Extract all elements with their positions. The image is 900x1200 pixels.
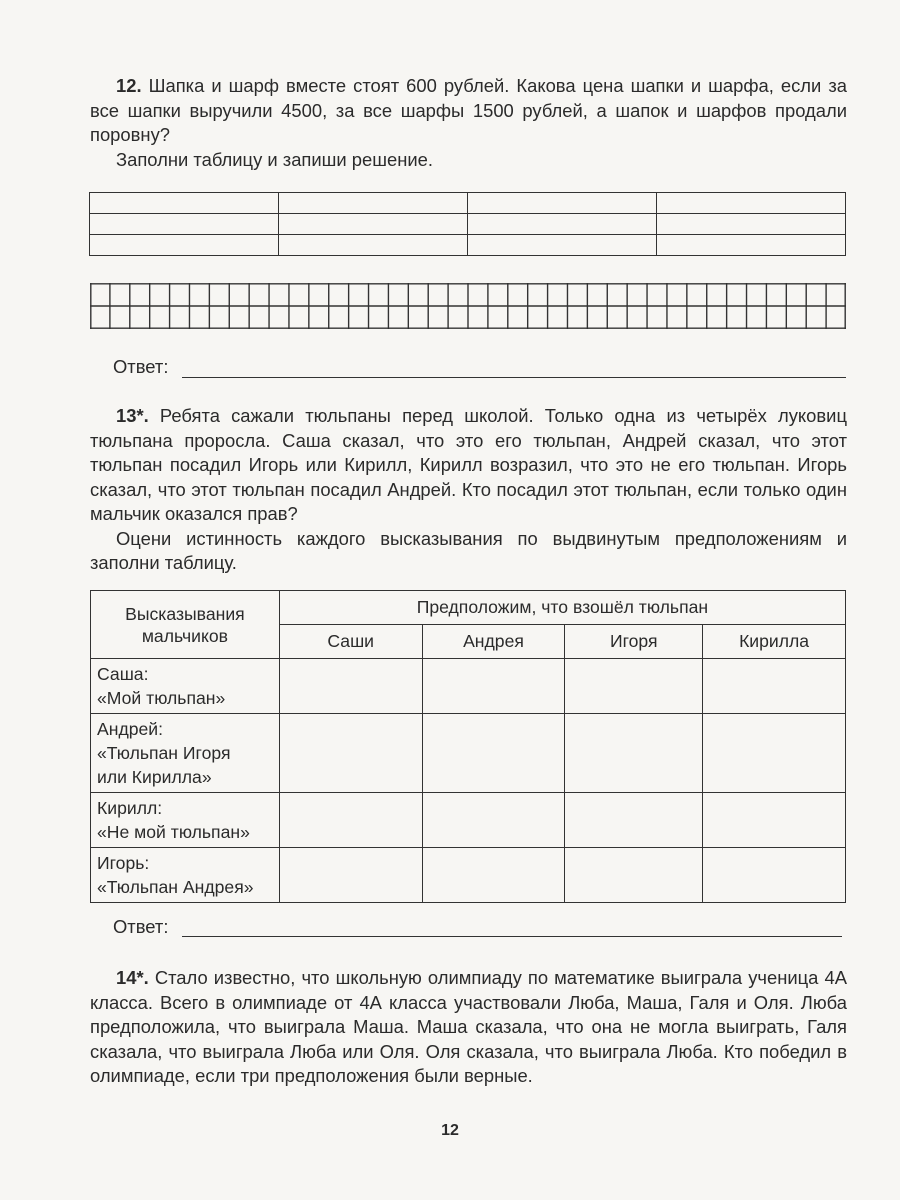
statement-text: «Мой тюльпан» bbox=[97, 688, 226, 708]
table-cell[interactable] bbox=[279, 714, 422, 793]
statement-speaker: Игорь: bbox=[97, 853, 150, 873]
task-14-text bbox=[90, 966, 847, 1089]
table-cell[interactable] bbox=[565, 848, 703, 903]
table-cell[interactable] bbox=[565, 793, 703, 848]
table-row bbox=[90, 235, 846, 256]
task-12-number: 12. bbox=[116, 75, 142, 96]
task-13-answer-line[interactable] bbox=[182, 936, 842, 937]
table-row bbox=[91, 793, 846, 848]
task-14-number: 14*. bbox=[116, 967, 149, 988]
page-number: 12 bbox=[441, 1122, 459, 1139]
task-12-text bbox=[90, 74, 847, 172]
statement-text: «Не мой тюльпан» bbox=[97, 822, 250, 842]
task-12-instruction: Заполни таблицу и запиши решение. bbox=[116, 148, 433, 170]
task-13-text bbox=[90, 404, 847, 576]
table-cell[interactable] bbox=[703, 714, 846, 793]
statement-speaker: Кирилл: bbox=[97, 798, 163, 818]
solution-grid[interactable] bbox=[90, 283, 846, 329]
table-cell[interactable] bbox=[657, 214, 846, 235]
statement-speaker: Саша: bbox=[97, 664, 149, 684]
table-cell[interactable] bbox=[703, 848, 846, 903]
grid-lines bbox=[90, 283, 846, 329]
task-12-table bbox=[89, 192, 846, 256]
table-cell[interactable] bbox=[703, 793, 846, 848]
column-header-igor: Игоря bbox=[565, 625, 703, 659]
table-cell[interactable] bbox=[422, 714, 565, 793]
column-header-sasha: Саши bbox=[279, 625, 422, 659]
table-cell[interactable] bbox=[468, 193, 657, 214]
table-cell[interactable] bbox=[422, 659, 565, 714]
table-cell[interactable] bbox=[565, 714, 703, 793]
table-row bbox=[90, 214, 846, 235]
task-12-answer-line[interactable] bbox=[182, 377, 846, 378]
task-14-body: Стало известно, что школьную олимпиаду по математике выиграла ученица 4А класса. Всего в олимпиаде от 4А класса участвовали Люба, Маша, Галя и Оля. Люба предположила, что выиграла Маша. Маша сказала, что она не могла выиграть, Галя сказала, что выиграла Люба или Оля. Оля сказала, что выиграла Люба. Кто победил в олимпиаде, если три предположения были верные. bbox=[90, 967, 847, 1086]
statement-speaker: Андрей: bbox=[97, 719, 164, 739]
table-cell[interactable] bbox=[90, 235, 279, 256]
table-row bbox=[91, 659, 846, 714]
table-cell[interactable] bbox=[468, 235, 657, 256]
assumption-header: Предположим, что взошёл тюльпан bbox=[279, 591, 845, 625]
statement-igor bbox=[91, 848, 280, 903]
table-cell[interactable] bbox=[703, 659, 846, 714]
task-13-instruction: Оцени истинность каждого высказывания по выдвинутым предположениям и заполни таблицу. bbox=[90, 527, 847, 573]
table-cell[interactable] bbox=[279, 214, 468, 235]
task-13-number: 13*. bbox=[116, 405, 149, 426]
table-cell[interactable] bbox=[468, 214, 657, 235]
table-cell[interactable] bbox=[279, 193, 468, 214]
task-13-body: Ребята сажали тюльпаны перед школой. Только одна из четырёх луковиц тюльпана проросла. Саша сказал, что это его тюльпан, Андрей сказал, что этот тюльпан посадил Игорь или Кирилл, Кирилл возразил, что это не его тюльпан. Игорь сказал, что этот тюльпан посадил Андрей. Кто посадил этот тюльпан, если только один мальчик оказался прав? bbox=[90, 405, 847, 524]
statement-text-continued: или Кирилла» bbox=[97, 767, 212, 787]
table-row bbox=[91, 848, 846, 903]
table-cell[interactable] bbox=[279, 659, 422, 714]
table-row bbox=[90, 193, 846, 214]
table-cell[interactable] bbox=[422, 848, 565, 903]
table-cell[interactable] bbox=[657, 193, 846, 214]
task-13-answer-label: Ответ: bbox=[113, 916, 169, 937]
statement-text: «Тюльпан Игоря bbox=[97, 743, 231, 763]
column-header-kirill: Кирилла bbox=[703, 625, 846, 659]
statements-header-line-2: мальчиков bbox=[141, 625, 228, 646]
table-cell[interactable] bbox=[422, 793, 565, 848]
table-cell[interactable] bbox=[657, 235, 846, 256]
column-header-andrey: Андрея bbox=[422, 625, 565, 659]
task-12-body: Шапка и шарф вместе стоят 600 рублей. Какова цена шапки и шарфа, если за все шапки выручили 4500, за все шарфы 1500 рублей, а шапок и шарфов продали поровну? bbox=[90, 75, 847, 145]
task-13-table bbox=[90, 590, 846, 903]
statement-andrey bbox=[91, 714, 280, 793]
table-row bbox=[91, 714, 846, 793]
table-cell[interactable] bbox=[90, 214, 279, 235]
task-12-answer-label: Ответ: bbox=[113, 356, 169, 377]
statements-header-line-1: Высказывания bbox=[125, 603, 245, 624]
table-header-row bbox=[91, 591, 846, 625]
statement-text: «Тюльпан Андрея» bbox=[97, 877, 254, 897]
statement-sasha bbox=[91, 659, 280, 714]
statement-kirill bbox=[91, 793, 280, 848]
table-cell[interactable] bbox=[279, 848, 422, 903]
table-cell[interactable] bbox=[279, 235, 468, 256]
statements-header bbox=[91, 591, 280, 659]
table-cell[interactable] bbox=[565, 659, 703, 714]
table-cell[interactable] bbox=[90, 193, 279, 214]
table-cell[interactable] bbox=[279, 793, 422, 848]
